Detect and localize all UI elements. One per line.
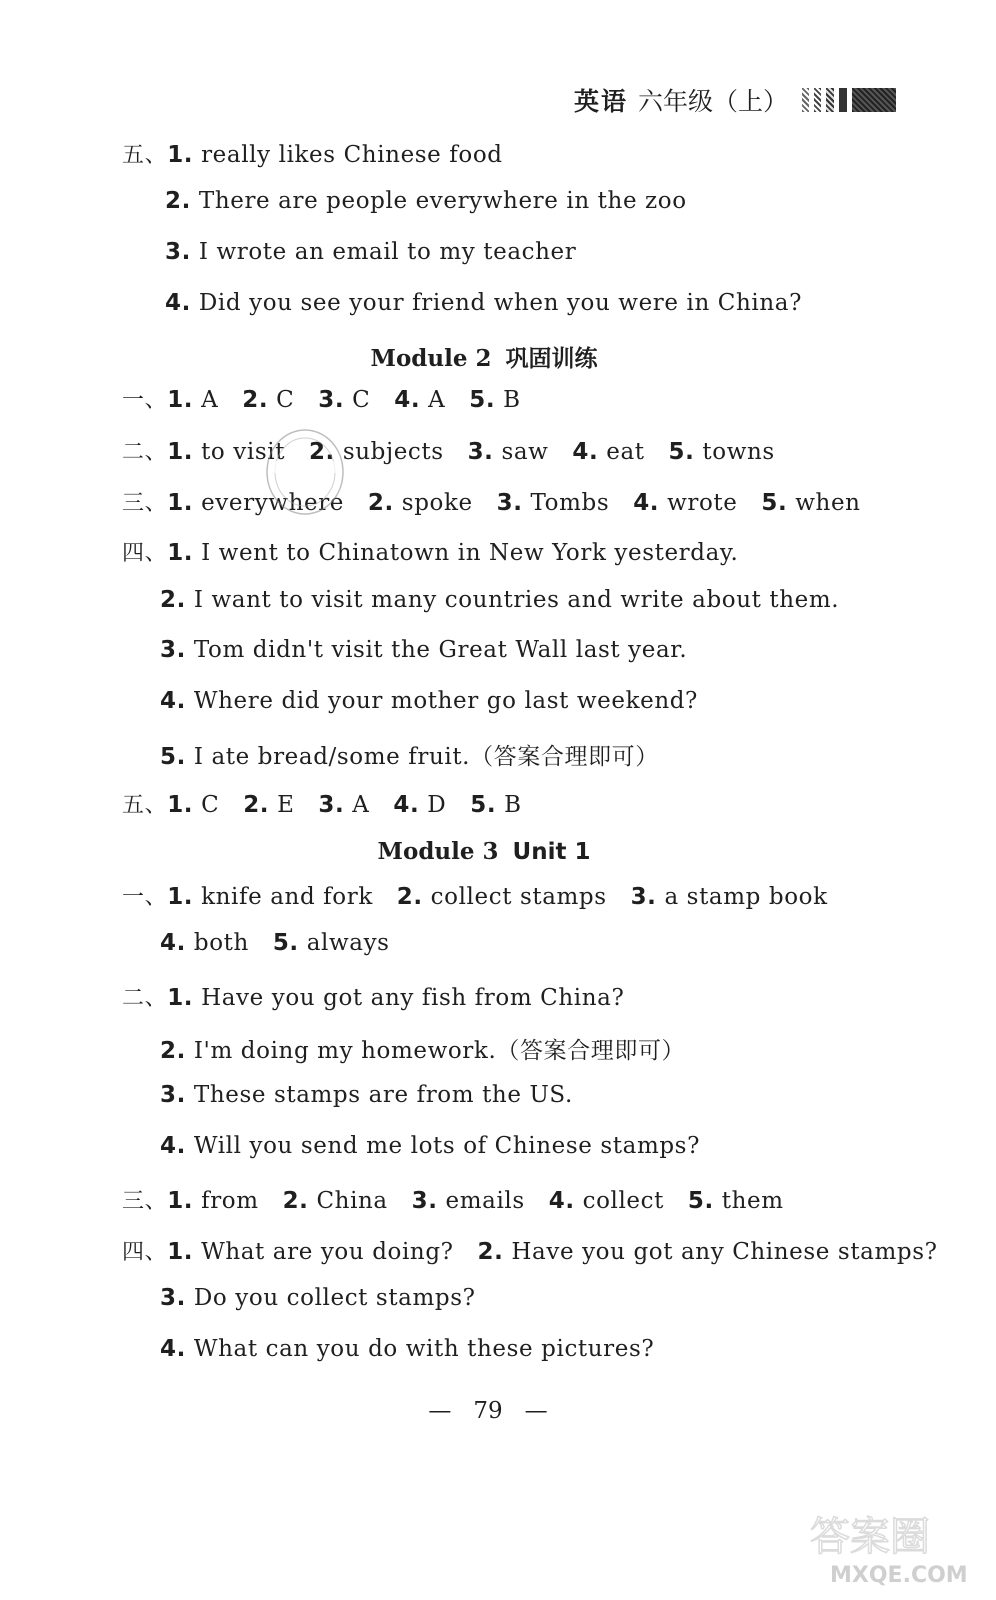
answer-line: 一、1. knife and fork 2. collect stamps 3. a stamp book	[122, 884, 828, 910]
header-grade: 六年级（上）	[637, 87, 788, 116]
module-3-heading: Module 3 Unit 1	[377, 838, 591, 865]
module-2-heading: Module 2 巩固训练	[370, 345, 598, 372]
answer-line: 三、1. everywhere 2. spoke 3. Tombs 4. wrote 5. when	[122, 490, 861, 516]
page-header	[574, 82, 896, 118]
answer-line: 三、1. from 2. China 3. emails 4. collect 5. them	[122, 1188, 784, 1214]
answer-line: 3. Tom didn't visit the Great Wall last year.	[160, 637, 688, 663]
answer-line: 二、1. to visit 2. subjects 3. saw 4. eat 5. towns	[122, 439, 775, 465]
answer-line: 3. These stamps are from the US.	[160, 1082, 573, 1108]
answer-line: 4. Will you send me lots of Chinese stamps?	[160, 1133, 701, 1159]
answer-line: 3. I wrote an email to my teacher	[165, 239, 577, 265]
answer-line: 二、1. Have you got any fish from China?	[122, 985, 625, 1011]
stamp-mark-icon	[262, 425, 348, 519]
answer-line: 4. What can you do with these pictures?	[160, 1336, 655, 1362]
answer-line: 四、1. What are you doing? 2. Have you got any Chinese stamps?	[122, 1239, 938, 1265]
svg-text:MXQE.COM: MXQE.COM	[830, 1563, 968, 1588]
answer-line: 4. Did you see your friend when you were in China?	[165, 290, 803, 316]
answer-line: 2. I'm doing my homework.（答案合理即可）	[160, 1038, 686, 1064]
page-number: — 79 —	[428, 1398, 548, 1424]
answer-line: 5. I ate bread/some fruit.（答案合理即可）	[160, 744, 659, 770]
header-decoration	[802, 88, 896, 112]
watermark-logo-icon	[790, 1500, 990, 1590]
answer-line: 2. I want to visit many countries and write about them.	[160, 587, 840, 613]
answer-line: 4. Where did your mother go last weekend?	[160, 688, 698, 714]
svg-text:答案圈: 答案圈	[810, 1514, 930, 1560]
answer-line: 4. both 5. always	[160, 930, 390, 956]
answer-line: 五、1. really likes Chinese food	[122, 142, 503, 168]
answer-line: 四、1. I went to Chinatown in New York yesterday.	[122, 540, 739, 566]
answer-line: 3. Do you collect stamps?	[160, 1285, 476, 1311]
answer-line: 五、1. C 2. E 3. A 4. D 5. B	[122, 792, 522, 818]
answer-line: 2. There are people everywhere in the zoo	[165, 188, 687, 214]
answer-line: 一、1. A 2. C 3. C 4. A 5. B	[122, 387, 521, 413]
header-subject: 英语	[573, 87, 628, 116]
